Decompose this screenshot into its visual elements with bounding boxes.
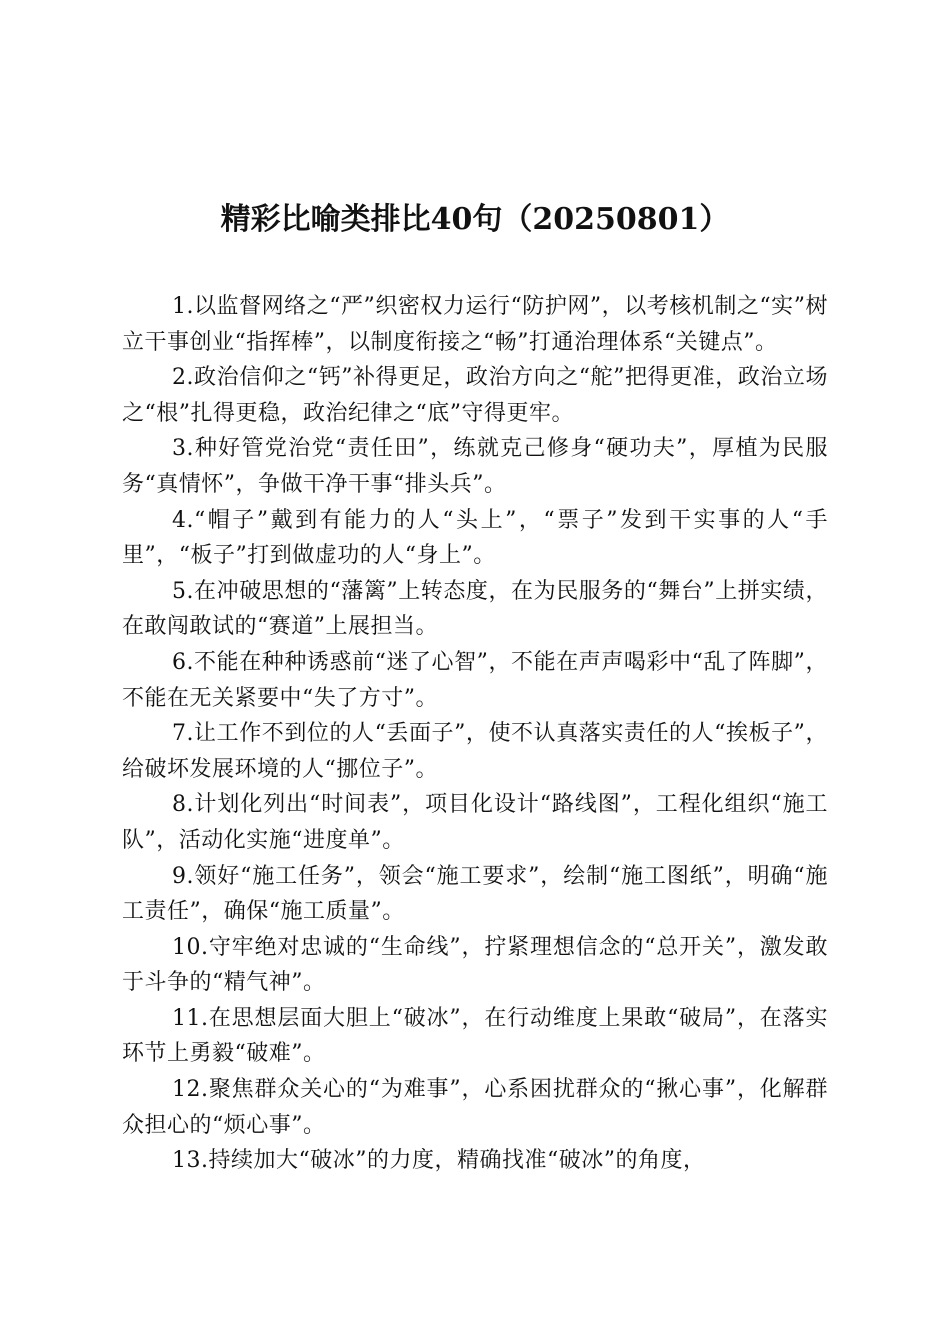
paragraph-8: 8.计划化列出“时间表”，项目化设计“路线图”，工程化组织“施工队”，活动化实施“进度单”。	[122, 792, 828, 853]
document-title: 精彩比喻类排比40句（20250801）	[220, 202, 730, 237]
paragraph-4: 4.“帽子”戴到有能力的人“头上”，“票子”发到干实事的人“手里”，“板子”打到做虚功的人“身上”。	[122, 507, 828, 569]
paragraph-11: 11.在思想层面大胆上“破冰”，在行动维度上果敢“破局”，在落实环节上勇毅“破难”。	[122, 1005, 828, 1067]
paragraph-6: 6.不能在种种诱惑前“迷了心智”，不能在声声喝彩中“乱了阵脚”，不能在无关紧要中“失了方寸”。	[122, 649, 828, 711]
paragraph-5: 5.在冲破思想的“藩篱”上转态度，在为民服务的“舞台”上拼实绩，在敢闯敢试的“赛道”上展担当。	[122, 578, 828, 640]
paragraph-10: 10.守牢绝对忠诚的“生命线”，拧紧理想信念的“总开关”，激发敢于斗争的“精气神”。	[122, 934, 828, 996]
paragraph-3: 3.种好管党治党“责任田”，练就克己修身“硬功夫”，厚植为民服务“真情怀”，争做干净干事“排头兵”。	[122, 436, 828, 497]
paragraph-12: 12.聚焦群众关心的“为难事”，心系困扰群众的“揪心事”，化解群众担心的“烦心事”。	[122, 1077, 828, 1138]
paragraph-9: 9.领好“施工任务”，领会“施工要求”，绘制“施工图纸”，明确“施工责任”，确保“施工质量”。	[122, 863, 828, 925]
paragraph-2: 2.政治信仰之“钙”补得更足，政治方向之“舵”把得更准，政治立场之“根”扎得更稳，政治纪律之“底”守得更牢。	[122, 365, 828, 426]
paragraph-13: 13.持续加大“破冰”的力度，精确找准“破冰”的角度，	[172, 1148, 706, 1174]
document-body	[122, 289, 828, 1179]
paragraph-7: 7.让工作不到位的人“丢面子”，使不认真落实责任的人“挨板子”，给破坏发展环境的人“挪位子”。	[122, 721, 828, 782]
paragraph-1: 1.以监督网络之“严”织密权力运行“防护网”，以考核机制之“实”树立干事创业“指挥棒”，以制度衔接之“畅”打通治理体系“关键点”。	[122, 294, 828, 355]
